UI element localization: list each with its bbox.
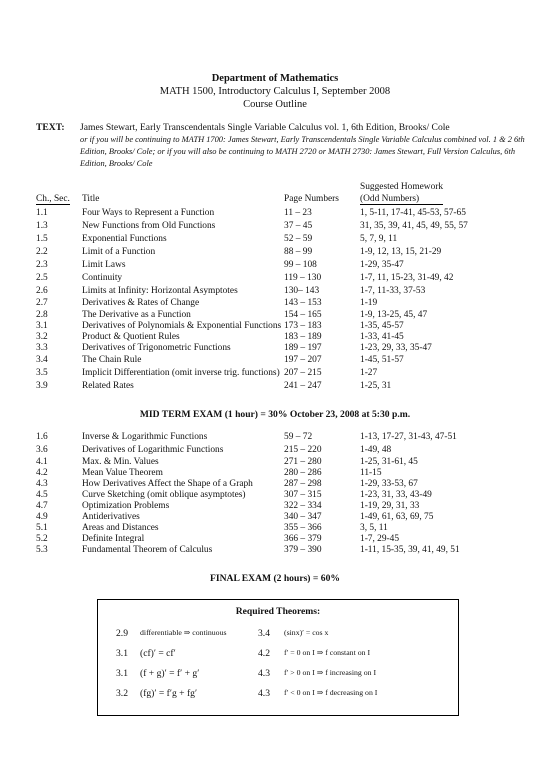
- homework-problems: 1-25, 31: [360, 381, 392, 391]
- theorem-statement: (f + g)′ = f′ + g′: [140, 668, 200, 679]
- section-title: Definite Integral: [82, 534, 145, 544]
- homework-problems: 5, 7, 9, 11: [360, 234, 398, 244]
- homework-problems: 1-25, 31-61, 45: [360, 457, 418, 467]
- page-range: 37 – 45: [284, 221, 313, 231]
- theorem-number: 4.3: [258, 688, 270, 699]
- section-title: Continuity: [82, 273, 123, 283]
- theorem-row: [98, 688, 458, 706]
- table-row: [36, 208, 526, 220]
- section-column-header: Ch., Sec.: [36, 194, 70, 204]
- page-range: 130– 143: [284, 286, 320, 296]
- final-exam-info: FINAL EXAM (2 hours) = 60%: [210, 573, 340, 584]
- course-name: MATH 1500, Introductory Calculus I, September 2008: [159, 86, 391, 97]
- section-number: 4.9: [36, 512, 48, 522]
- section-title: Areas and Distances: [82, 523, 159, 533]
- section-number: 5.2: [36, 534, 48, 544]
- table-row: [36, 368, 526, 380]
- theorem-statement: (sinx)′ = cos x: [284, 628, 329, 637]
- homework-problems: 1-27: [360, 368, 378, 378]
- table-header: [36, 182, 526, 206]
- section-number: 2.6: [36, 286, 48, 296]
- theorem-statement: (cf)′ = cf′: [140, 648, 176, 659]
- homework-problems: 1-29, 33-53, 67: [360, 479, 418, 489]
- table-row: [36, 247, 526, 259]
- page-range: 88 – 99: [284, 247, 313, 257]
- section-number: 1.1: [36, 208, 48, 218]
- section-title: Related Rates: [82, 381, 134, 391]
- section-title: Optimization Problems: [82, 501, 170, 511]
- page-range: 207 – 215: [284, 368, 322, 378]
- section-number: 2.3: [36, 260, 48, 270]
- page-range: 197 – 207: [284, 355, 322, 365]
- theorem-statement: (fg)′ = f′g + fg′: [140, 688, 198, 699]
- section-title: Inverse & Logarithmic Functions: [82, 432, 208, 442]
- section-title: Limit Laws: [82, 260, 126, 270]
- page-range: 322 – 334: [284, 501, 322, 511]
- pages-column-header: Page Numbers: [284, 194, 339, 204]
- theorem-number: 3.1: [116, 648, 128, 659]
- homework-column-header: (Odd Numbers): [360, 194, 443, 205]
- page-range: 241 – 247: [284, 381, 322, 391]
- theorem-statement: differentiable ⇒ continuous: [140, 628, 227, 637]
- section-number: 3.2: [36, 332, 48, 342]
- page-range: 119 – 130: [284, 273, 322, 283]
- section-title: Mean Value Theorem: [82, 468, 163, 478]
- section-title: Limits at Infinity: Horizontal Asymptotes: [82, 286, 238, 296]
- page-range: 280 – 286: [284, 468, 322, 478]
- homework-problems: 1-7, 11-33, 37-53: [360, 286, 426, 296]
- section-title: Four Ways to Represent a Function: [82, 208, 215, 218]
- midterm-exam-info: MID TERM EXAM (1 hour) = 30% October 23, 2008 at 5:30 p.m.: [139, 409, 411, 420]
- table-row: [36, 381, 526, 393]
- section-number: 1.5: [36, 234, 48, 244]
- theorem-number: 3.2: [116, 688, 128, 699]
- section-number: 2.8: [36, 310, 48, 320]
- table-row: [36, 221, 526, 233]
- section-number: 4.5: [36, 490, 48, 500]
- theorem-number: 3.4: [258, 628, 270, 639]
- theorem-statement: f′ < 0 on I ⇒ f decreasing on I: [284, 688, 378, 697]
- section-title: Implicit Differentiation (omit inverse trig. functions): [82, 368, 280, 378]
- page-range: 340 – 347: [284, 512, 322, 522]
- homework-problems: 1-35, 45-57: [360, 321, 404, 331]
- theorem-number: 2.9: [116, 628, 128, 639]
- section-number: 4.2: [36, 468, 48, 478]
- page-range: 366 – 379: [284, 534, 322, 544]
- homework-problems: 1-33, 41-45: [360, 332, 404, 342]
- section-title: Derivatives & Rates of Change: [82, 298, 200, 308]
- section-number: 4.1: [36, 457, 48, 467]
- homework-problems: 1, 5-11, 17-41, 45-53, 57-65: [360, 208, 466, 218]
- homework-problems: 1-23, 29, 33, 35-47: [360, 343, 432, 353]
- theorems-title: Required Theorems:: [235, 606, 321, 617]
- page-range: 143 – 153: [284, 298, 322, 308]
- section-number: 3.6: [36, 445, 48, 455]
- table-row: [36, 286, 526, 298]
- homework-problems: 31, 35, 39, 41, 45, 49, 55, 57: [360, 221, 468, 231]
- homework-problems: 11-15: [360, 468, 382, 478]
- theorem-statement: f′ = 0 on I ⇒ f constant on I: [284, 648, 371, 657]
- homework-problems: 1-29, 35-47: [360, 260, 404, 270]
- page-range: 287 – 298: [284, 479, 322, 489]
- page-range: 215 – 220: [284, 445, 322, 455]
- page-range: 99 – 108: [284, 260, 317, 270]
- section-title: Exponential Functions: [82, 234, 167, 244]
- section-title: Limit of a Function: [82, 247, 156, 257]
- text-label: TEXT:: [36, 122, 65, 133]
- textbook-main: James Stewart, Early Transcendentals Single Variable Calculus vol. 1, 6th Edition, Brooks/ Cole: [80, 122, 450, 133]
- homework-problems: 1-11, 15-35, 39, 41, 49, 51: [360, 545, 460, 555]
- table-row: [36, 298, 526, 310]
- section-title: Fundamental Theorem of Calculus: [82, 545, 213, 555]
- required-theorems-box: [97, 599, 459, 716]
- homework-problems: 1-49, 48: [360, 445, 392, 455]
- section-title: How Derivatives Affect the Shape of a Graph: [82, 479, 253, 489]
- section-number: 3.9: [36, 381, 48, 391]
- section-number: 3.3: [36, 343, 48, 353]
- homework-problems: 1-13, 17-27, 31-43, 47-51: [360, 432, 457, 442]
- table-row: [36, 445, 526, 457]
- section-title: Product & Quotient Rules: [82, 332, 180, 342]
- page-range: 52 – 59: [284, 234, 313, 244]
- section-number: 2.5: [36, 273, 48, 283]
- section-number: 2.2: [36, 247, 48, 257]
- homework-problems: 1-23, 31, 33, 43-49: [360, 490, 432, 500]
- section-number: 2.7: [36, 298, 48, 308]
- table-row: [36, 273, 526, 285]
- homework-problems: 1-9, 13-25, 45, 47: [360, 310, 428, 320]
- section-title: Antiderivatives: [82, 512, 140, 522]
- table-row: [36, 260, 526, 272]
- section-number: 4.3: [36, 479, 48, 489]
- department-title: Department of Mathematics: [211, 73, 339, 84]
- theorem-row: [98, 648, 458, 666]
- theorem-statement: f′ > 0 on I ⇒ f increasing on I: [284, 668, 377, 677]
- homework-problems: 1-9, 12, 13, 15, 21-29: [360, 247, 442, 257]
- section-number: 3.5: [36, 368, 48, 378]
- page-range: 11 – 23: [284, 208, 312, 218]
- section-title: Derivatives of Trigonometric Functions: [82, 343, 231, 353]
- homework-problems: 1-19: [360, 298, 378, 308]
- page-range: 154 – 165: [284, 310, 322, 320]
- section-number: 5.3: [36, 545, 48, 555]
- table-row: [36, 343, 526, 355]
- section-number: 1.6: [36, 432, 48, 442]
- page-range: 59 – 72: [284, 432, 313, 442]
- page-range: 355 – 366: [284, 523, 322, 533]
- section-title: New Functions from Old Functions: [82, 221, 216, 231]
- section-number: 3.1: [36, 321, 48, 331]
- homework-problems: 1-45, 51-57: [360, 355, 404, 365]
- section-title: Max. & Min. Values: [82, 457, 159, 467]
- outline-subtitle: Course Outline: [243, 99, 307, 110]
- page-range: 189 – 197: [284, 343, 322, 353]
- homework-problems: 3, 5, 11: [360, 523, 388, 533]
- homework-problems: 1-49, 61, 63, 69, 75: [360, 512, 434, 522]
- homework-problems: 1-7, 11, 15-23, 31-49, 42: [360, 273, 454, 283]
- theorem-row: [98, 668, 458, 686]
- page-range: 183 – 189: [284, 332, 322, 342]
- table-row: [36, 432, 526, 444]
- textbook-alternatives: or if you will be continuing to MATH 1700: James Stewart, Early Transcendentals Single Variable Calculus combined vol. 1 & 2 6th Edition, Brooks/ Cole; or if you will also be continuing to MATH 2720 or MATH 2730: James Stewart, Full Version Calculus, 6th Edition, Brooks/ Cole: [80, 135, 525, 168]
- page-range: 173 – 183: [284, 321, 322, 331]
- section-title: Derivatives of Logarithmic Functions: [82, 445, 224, 455]
- theorem-number: 4.3: [258, 668, 270, 679]
- table-row: [36, 545, 526, 557]
- page-range: 379 – 390: [284, 545, 322, 555]
- section-number: 3.4: [36, 355, 48, 365]
- section-number: 1.3: [36, 221, 48, 231]
- suggested-homework-header: Suggested Homework: [360, 182, 444, 192]
- table-row: [36, 355, 526, 367]
- page-range: 307 – 315: [284, 490, 322, 500]
- homework-problems: 1-19, 29, 31, 33: [360, 501, 420, 511]
- homework-problems: 1-7, 29-45: [360, 534, 400, 544]
- section-title: Curve Sketching (omit oblique asymptotes): [82, 490, 246, 500]
- table-row: [36, 234, 526, 246]
- theorem-number: 4.2: [258, 648, 270, 659]
- section-title: The Derivative as a Function: [82, 310, 191, 320]
- page-range: 271 – 280: [284, 457, 322, 467]
- section-title: Derivatives of Polynomials & Exponential Functions: [82, 321, 282, 331]
- theorem-number: 3.1: [116, 668, 128, 679]
- title-column-header: Title: [82, 194, 100, 204]
- section-title: The Chain Rule: [82, 355, 142, 365]
- section-number: 4.7: [36, 501, 48, 511]
- section-number: 5.1: [36, 523, 48, 533]
- theorem-row: [98, 628, 458, 646]
